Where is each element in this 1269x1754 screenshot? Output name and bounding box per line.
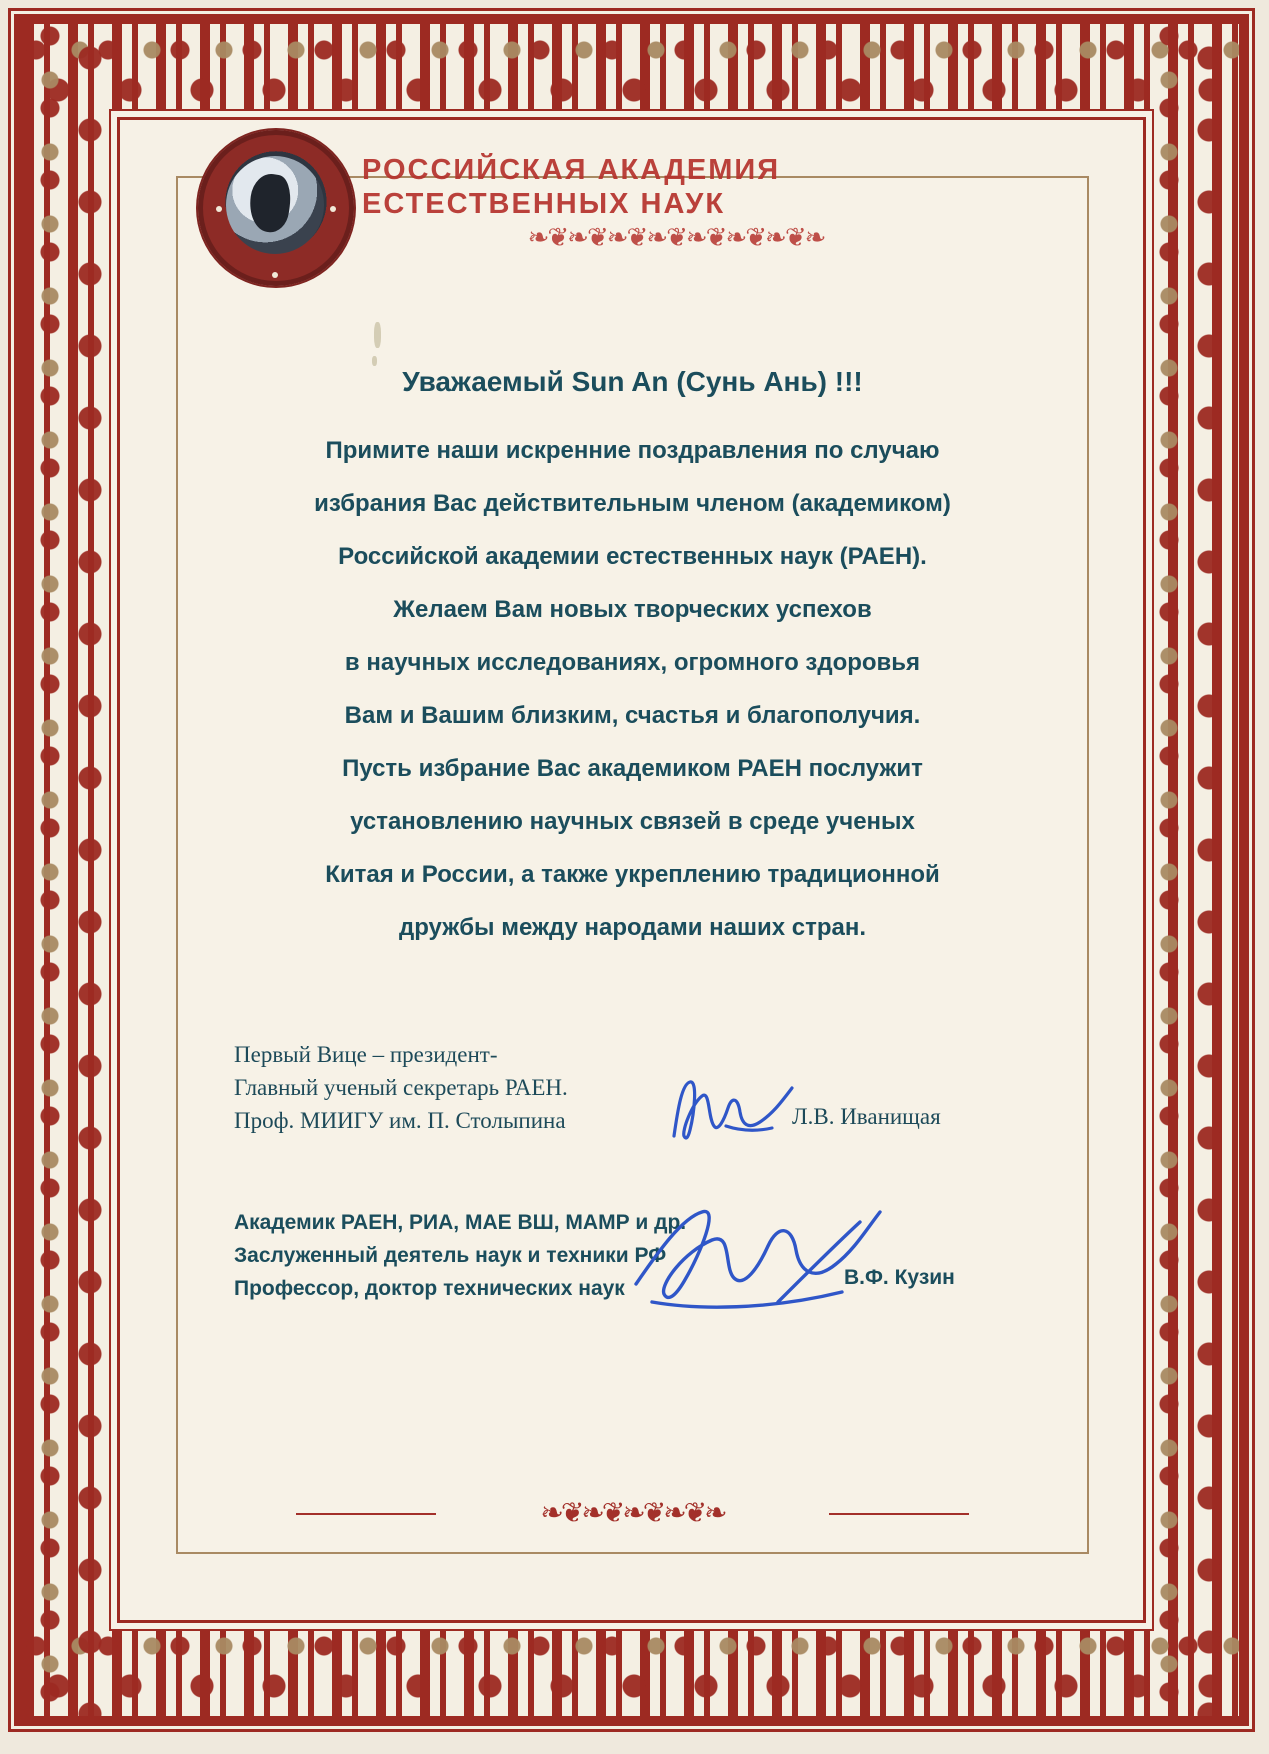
paper-speck xyxy=(374,322,381,348)
body-line: установлению научных связей в среде ученых xyxy=(350,808,915,835)
border-filigree-top xyxy=(24,24,1239,120)
bottom-flourish-ornament xyxy=(296,1496,969,1530)
signatory-2-title-line: Профессор, доктор технических наук xyxy=(234,1277,625,1300)
body-line: Примите наши искренние поздравления по случаю xyxy=(325,437,940,464)
body-line: дружбы между народами наших стран. xyxy=(398,914,867,941)
certificate-content xyxy=(176,154,1089,1554)
flourish-rule-left xyxy=(296,1513,436,1515)
border-filigree-bottom xyxy=(24,1620,1239,1716)
body-line: Желаем Вам новых творческих успехов xyxy=(393,596,872,623)
body-line: Пусть избрание Вас академиком РАЕН послужит xyxy=(342,755,923,782)
body-line: Российской академии естественных наук (РАЕН). xyxy=(338,543,927,570)
signatory-2-name: В.Ф. Кузин xyxy=(844,1266,955,1289)
signatory-1-title-line: Первый Вице – президент- xyxy=(234,1042,498,1067)
raen-emblem-icon xyxy=(198,130,354,286)
title-flourish-ornament: ❧❦❧❦❧❦❧❦❧❦❧❦❧❦❧ xyxy=(527,222,825,248)
greeting-line: Уважаемый Sun An (Сунь Ань) !!! xyxy=(402,366,863,397)
body-line: в научных исследованиях, огромного здоровья xyxy=(344,649,921,676)
signatory-1-name: Л.В. Иванищая xyxy=(792,1104,941,1129)
flourish-glyphs: ❧❦❧❦❧❦❧❦❧ xyxy=(540,1497,725,1528)
signature-1-icon xyxy=(668,1074,798,1144)
border-filigree-right xyxy=(1143,24,1239,1716)
signatory-2-title-line: Заслуженный деятель наук и техники РФ xyxy=(234,1244,667,1267)
signatory-1-title-line: Главный ученый секретарь РАЕН. xyxy=(234,1075,568,1100)
signatory-2-titles xyxy=(234,1206,686,1305)
organization-title xyxy=(362,154,1002,221)
signatory-1-titles xyxy=(234,1038,568,1137)
organization-title-line-1: РОССИЙСКАЯ АКАДЕМИЯ xyxy=(362,154,781,186)
signature-2-icon xyxy=(628,1206,888,1316)
body-line: Вам и Вашим близким, счастья и благополучия. xyxy=(344,702,921,729)
border-filigree-left xyxy=(24,24,120,1716)
paper-speck xyxy=(372,356,377,366)
body-line: Китая и России, а также укреплению традиционной xyxy=(325,861,940,888)
body-line: избрания Вас действительным членом (академиком) xyxy=(314,490,951,517)
organization-title-line-2: ЕСТЕСТВЕННЫХ НАУК xyxy=(362,187,726,220)
emblem-ring xyxy=(198,130,354,286)
flourish-rule-right xyxy=(829,1513,969,1515)
signatory-1-title-line: Проф. МИИГУ им. П. Столыпина xyxy=(234,1108,566,1133)
body-text xyxy=(186,424,1079,954)
signatory-2-title-line: Академик РАЕН, РИА, МАЕ ВШ, МАМР и др. xyxy=(234,1211,687,1234)
